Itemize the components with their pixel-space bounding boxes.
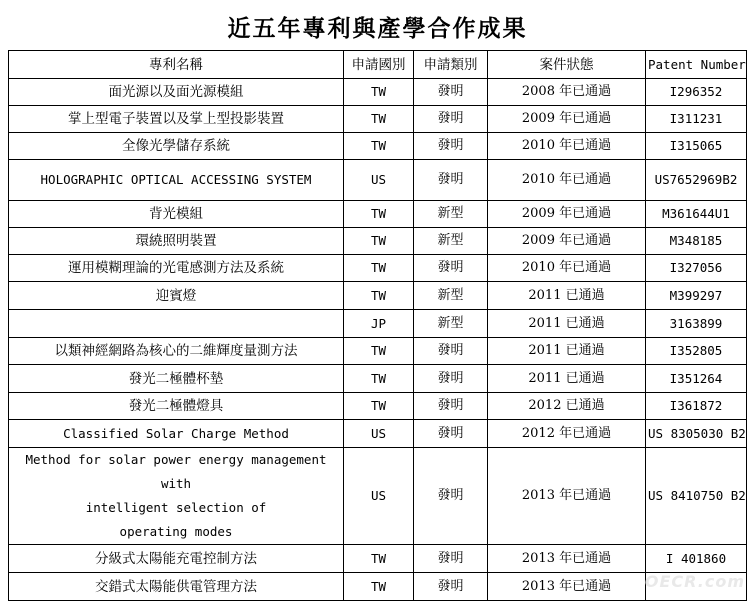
status-cell: 2011 已通過 xyxy=(488,365,646,393)
patent-number-cell: M348185 xyxy=(646,228,747,255)
table-row xyxy=(9,393,747,420)
table-row xyxy=(9,282,747,310)
table-row xyxy=(9,338,747,365)
patent-number-cell: I 401860 xyxy=(646,545,747,573)
patent-number-cell: US7652969B2 xyxy=(646,160,747,201)
country-cell: TW xyxy=(344,365,414,393)
country-cell: TW xyxy=(344,282,414,310)
country-cell: TW xyxy=(344,106,414,133)
category-cell: 發明 xyxy=(414,133,488,160)
patent-table xyxy=(8,50,747,601)
status-cell: 2009 年已通過 xyxy=(488,106,646,133)
status-cell: 2011 已通過 xyxy=(488,310,646,338)
patent-name-cell: 發光二極體杯墊 xyxy=(9,365,344,393)
patent-number-cell: M361644U1 xyxy=(646,201,747,228)
table-row xyxy=(9,201,747,228)
header-country: 申請國別 xyxy=(344,51,414,79)
patent-name-cell: Classified Solar Charge Method xyxy=(9,420,344,448)
category-cell: 發明 xyxy=(414,255,488,282)
table-row xyxy=(9,160,747,201)
country-cell: US xyxy=(344,448,414,545)
page-title: 近五年專利與產學合作成果 xyxy=(227,15,528,42)
country-cell: TW xyxy=(344,545,414,573)
patent-name-cell: HOLOGRAPHIC OPTICAL ACCESSING SYSTEM xyxy=(9,160,344,201)
table-row xyxy=(9,255,747,282)
category-cell: 發明 xyxy=(414,420,488,448)
status-cell: 2010 年已通過 xyxy=(488,133,646,160)
status-cell: 2010 年已通過 xyxy=(488,255,646,282)
table-row xyxy=(9,310,747,338)
patent-name-line: intelligent selection of xyxy=(85,500,267,515)
status-cell: 2011 已通過 xyxy=(488,282,646,310)
country-cell: TW xyxy=(344,201,414,228)
patent-name-cell: 發光二極體燈具 xyxy=(9,393,344,420)
patent-number-cell: I311231 xyxy=(646,106,747,133)
status-cell: 2013 年已通過 xyxy=(488,448,646,545)
country-cell: US xyxy=(344,160,414,201)
patent-name-cell xyxy=(9,310,344,338)
table-row xyxy=(9,365,747,393)
category-cell: 新型 xyxy=(414,201,488,228)
table-row xyxy=(9,228,747,255)
status-cell: 2009 年已通過 xyxy=(488,201,646,228)
patent-name-cell: 環繞照明裝置 xyxy=(9,228,344,255)
category-cell: 發明 xyxy=(414,393,488,420)
header-patent-name: 專利名稱 xyxy=(9,51,344,79)
header-patent-number: Patent Number xyxy=(646,51,747,79)
table-row xyxy=(9,448,747,545)
patent-number-cell: 3163899 xyxy=(646,310,747,338)
table-row xyxy=(9,573,747,601)
category-cell: 發明 xyxy=(414,106,488,133)
patent-number-cell: US 8305030 B2 xyxy=(646,420,747,448)
header-category: 申請類別 xyxy=(414,51,488,79)
table-row xyxy=(9,420,747,448)
patent-name-line: Method for solar power energy management with xyxy=(25,452,327,491)
patent-number-cell: I361872 xyxy=(646,393,747,420)
status-cell: 2012 已通過 xyxy=(488,393,646,420)
patent-number-cell: US 8410750 B2 xyxy=(646,448,747,545)
category-cell: 發明 xyxy=(414,160,488,201)
category-cell: 發明 xyxy=(414,338,488,365)
patent-name-cell: 迎賓燈 xyxy=(9,282,344,310)
status-cell: 2008 年已通過 xyxy=(488,79,646,106)
category-cell: 發明 xyxy=(414,448,488,545)
patent-name-cell: 全像光學儲存系統 xyxy=(9,133,344,160)
patent-number-cell: I352805 xyxy=(646,338,747,365)
table-row xyxy=(9,106,747,133)
status-cell: 2009 年已通過 xyxy=(488,228,646,255)
patent-name-line: operating modes xyxy=(119,524,233,539)
country-cell: TW xyxy=(344,133,414,160)
patent-number-cell: M399297 xyxy=(646,282,747,310)
country-cell: TW xyxy=(344,573,414,601)
patent-name-cell: 分級式太陽能充電控制方法 xyxy=(9,545,344,573)
status-cell: 2013 年已通過 xyxy=(488,545,646,573)
country-cell: TW xyxy=(344,338,414,365)
status-cell: 2011 已通過 xyxy=(488,338,646,365)
category-cell: 發明 xyxy=(414,365,488,393)
country-cell: JP xyxy=(344,310,414,338)
table-row xyxy=(9,79,747,106)
patent-number-cell: I351264 xyxy=(646,365,747,393)
country-cell: TW xyxy=(344,228,414,255)
table-header-row xyxy=(9,51,747,79)
patent-name-cell xyxy=(9,448,344,545)
table-row xyxy=(9,133,747,160)
table-row xyxy=(9,545,747,573)
category-cell: 新型 xyxy=(414,228,488,255)
status-cell: 2010 年已通過 xyxy=(488,160,646,201)
category-cell: 發明 xyxy=(414,573,488,601)
patent-name-cell: 掌上型電子裝置以及掌上型投影裝置 xyxy=(9,106,344,133)
patent-name-cell: 交錯式太陽能供電管理方法 xyxy=(9,573,344,601)
category-cell: 新型 xyxy=(414,310,488,338)
patent-name-cell: 背光模組 xyxy=(9,201,344,228)
category-cell: 發明 xyxy=(414,545,488,573)
patent-number-cell: I315065 xyxy=(646,133,747,160)
category-cell: 新型 xyxy=(414,282,488,310)
country-cell: TW xyxy=(344,393,414,420)
status-cell: 2013 年已通過 xyxy=(488,573,646,601)
country-cell: TW xyxy=(344,79,414,106)
patent-number-cell: I296352 xyxy=(646,79,747,106)
status-cell: 2012 年已通過 xyxy=(488,420,646,448)
watermark: OECR.com xyxy=(644,572,745,591)
patent-name-cell: 面光源以及面光源模組 xyxy=(9,79,344,106)
header-status: 案件狀態 xyxy=(488,51,646,79)
category-cell: 發明 xyxy=(414,79,488,106)
patent-name-cell: 運用模糊理論的光電感測方法及系統 xyxy=(9,255,344,282)
country-cell: US xyxy=(344,420,414,448)
country-cell: TW xyxy=(344,255,414,282)
patent-name-cell: 以類神經網路為核心的二維輝度量測方法 xyxy=(9,338,344,365)
patent-number-cell: I327056 xyxy=(646,255,747,282)
